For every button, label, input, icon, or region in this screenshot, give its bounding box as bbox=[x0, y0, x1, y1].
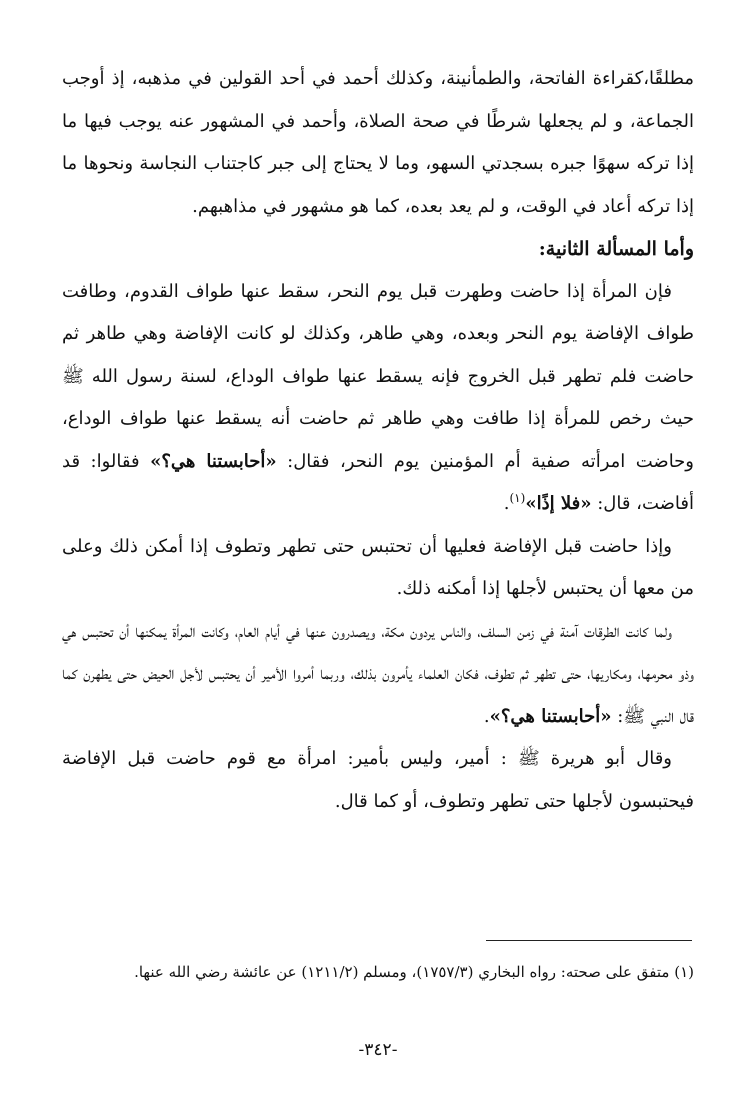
paragraph-4 bbox=[62, 611, 694, 739]
paragraph-3-text: وإذا حاضت قبل الإفاضة فعليها أن تحتبس حتى تطهر وتطوف إذا أمكن ذلك وعلى من معها أن يحتبس لأجلها إذا أمكنه ذلك. bbox=[62, 535, 694, 599]
hadith-quote: «أحابستنا هي؟» bbox=[150, 450, 277, 472]
footnote-reference: (١) bbox=[509, 491, 526, 505]
section-heading-text: وأما المسألة الثانية: bbox=[538, 238, 694, 260]
footnote-text: متفق على صحته: رواه البخاري (١٧٥٧/٣)، ومسلم (١٢١١/٢) عن عائشة رضي الله عنها. bbox=[134, 963, 670, 981]
footnote bbox=[62, 957, 694, 987]
hadith-quote: «فلا إذًا» bbox=[525, 493, 592, 514]
paragraph-2-lead: فإن المرأة إذا حاضت وطهرت قبل يوم النحر، سقط عنها طواف القدوم، وطافت طواف الإفاضة يوم النحر وبعده، وهي طاهر، وكذلك لو كانت الإفاضة وهي طاهر ثم حاضت فلم تطهر قبل الخروج فإنه يسقط عنها طواف الوداع، لسنة رسول الله ﷺ حيث رخص للمرأة إذا طافت وهي طاهر ثم حاضت أنه يسقط عنها طواف الوداع، وحاضت امرأته صفية أم المؤمنين يوم النحر، فقال: bbox=[62, 280, 695, 472]
paragraph-2-mid: فقالوا: قد أفاضت، قال: bbox=[62, 450, 694, 514]
main-text bbox=[62, 58, 694, 823]
paragraph-2 bbox=[62, 271, 694, 526]
paragraph-4-end: . bbox=[483, 705, 490, 727]
paragraph-1-text: مطلقًا،كقراءة الفاتحة، والطمأنينة، وكذلك أحمد في أحد القولين في مذهبه، إذ أوجب الجماعة، و لم يجعلها شرطًا في صحة الصلاة، وأحمد في المشهور عنه يوجب فيها ما إذا تركه سهوًا جبره بسجدتي السهو، وما لا يحتاج إلى جبر كاجتناب النجاسة ونحوها ما إذا تركه أعاد في الوقت، و لم يعد بعده، كما هو مشهور في مذاهبهم. bbox=[62, 68, 694, 217]
footnote-number: (١) bbox=[674, 963, 694, 981]
page-number: -٣٤٢- bbox=[358, 1040, 398, 1060]
section-heading bbox=[62, 228, 694, 271]
hadith-quote: «أحابستنا هي؟» bbox=[489, 705, 612, 727]
paragraph-4-lead: ولما كانت الطرقات آمنة في زمن السلف، والناس يردون مكة، ويصدرون عنها في أيام العام، وكانت المرأة يمكنها أن تحتبس هي وذو محرمها، ومكاريها، حتى تطهر ثم تطوف، فكان العلماء يأمرون بذلك، وربما أمروا الأمير أن يحتبس لأجل الحيض حتى يطهرن كما قال النبي ﷺ: bbox=[62, 620, 694, 727]
footnote-divider bbox=[486, 940, 692, 941]
paragraph-2-end: . bbox=[503, 493, 510, 514]
paragraph-5 bbox=[62, 738, 694, 823]
paragraph-3 bbox=[62, 526, 694, 611]
paragraph-5-text: وقال أبو هريرة ﷺ : أمير، وليس بأمير: امرأة مع قوم حاضت قبل الإفاضة فيحتبسون لأجلها حتى تطهر وتطوف، أو كما قال. bbox=[62, 748, 694, 812]
paragraph-1 bbox=[62, 58, 694, 228]
